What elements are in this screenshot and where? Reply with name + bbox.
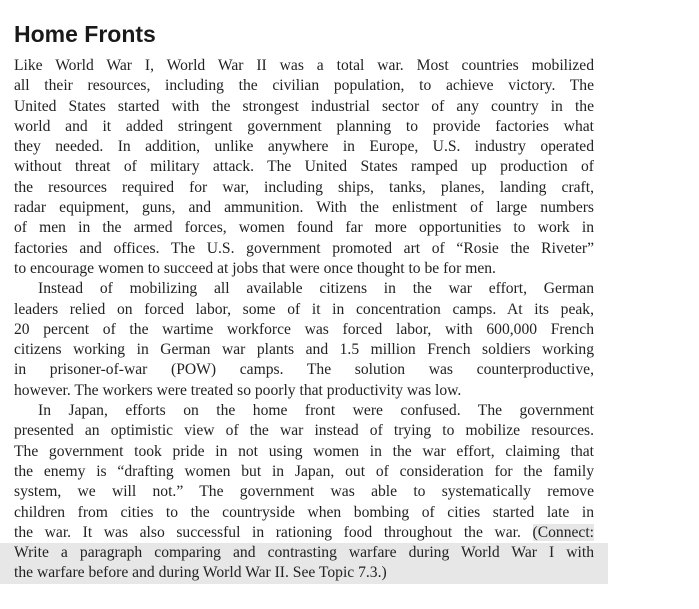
text-line: Instead of mobilizing all available citizens in the war effort, German	[38, 280, 594, 298]
text-line: presented an optimistic view of the war instead of trying to mobilize resources.	[14, 422, 594, 440]
connect-prompt-line: the warfare before and during World War II. See Topic 7.3.)	[0, 563, 608, 583]
text-line: Like World War I, World War II was a total war. Most countries mobilized	[14, 57, 594, 74]
text-line: United States started with the strongest industrial sector of any country in the	[14, 97, 594, 115]
section-heading: Home Fronts	[14, 21, 156, 47]
connect-prompt-start: (Connect:	[532, 523, 594, 541]
text-line: citizens working in German war plants and 1.5 million French soldiers working	[14, 341, 594, 359]
text-line: they needed. In addition, unlike anywhere in Europe, U.S. industry operated	[14, 138, 594, 156]
connect-prompt-line: Write a paragraph comparing and contrasting warfare during World War I with	[0, 543, 608, 563]
body-text	[14, 56, 594, 584]
text-line: the enemy is “drafting women but in Japan, out of consideration for the family	[14, 462, 594, 480]
text-line: factories and offices. The U.S. government promoted art of “Rosie the Riveter”	[14, 239, 594, 257]
text-line: however. The workers were treated so poorly that productivity was low.	[14, 381, 462, 399]
text-line: of men in the armed forces, women found far more opportunities to work in	[14, 219, 594, 237]
text-line: in prisoner-of-war (POW) camps. The solution was counterproductive,	[14, 361, 594, 379]
paragraph-us-home-front	[14, 56, 594, 279]
paragraph-japan-home-front	[14, 401, 594, 584]
text-line: The government took pride in not using women in the war effort, claiming that	[14, 442, 594, 460]
text-segment: the war. It was also successful in rationing food throughout the war.	[14, 523, 533, 541]
text-line: system, we will not.” The government was able to systematically remove	[14, 483, 594, 501]
text-line: radar equipment, guns, and ammunition. With the enlistment of large numbers	[14, 199, 594, 217]
text-line: the resources required for war, including ships, tanks, planes, landing craft,	[14, 178, 594, 196]
text-line: all their resources, including the civilian population, to achieve victory. The	[14, 77, 594, 95]
text-line: 20 percent of the wartime workforce was forced labor, with 600,000 French	[14, 320, 594, 338]
text-line: without threat of military attack. The United States ramped up production of	[14, 158, 594, 176]
text-line: leaders relied on forced labor, some of it in concentration camps. At its peak,	[14, 300, 594, 318]
text-line-with-connect	[14, 523, 594, 543]
text-line: to encourage women to succeed at jobs that were once thought to be for men.	[14, 259, 496, 277]
text-line: children from cities to the countryside when bombing of cities started late in	[14, 503, 594, 521]
text-line: world and it added stringent government planning to provide factories what	[14, 117, 594, 135]
text-line: In Japan, efforts on the home front were confused. The government	[38, 402, 594, 420]
paragraph-germany-home-front	[14, 279, 594, 401]
